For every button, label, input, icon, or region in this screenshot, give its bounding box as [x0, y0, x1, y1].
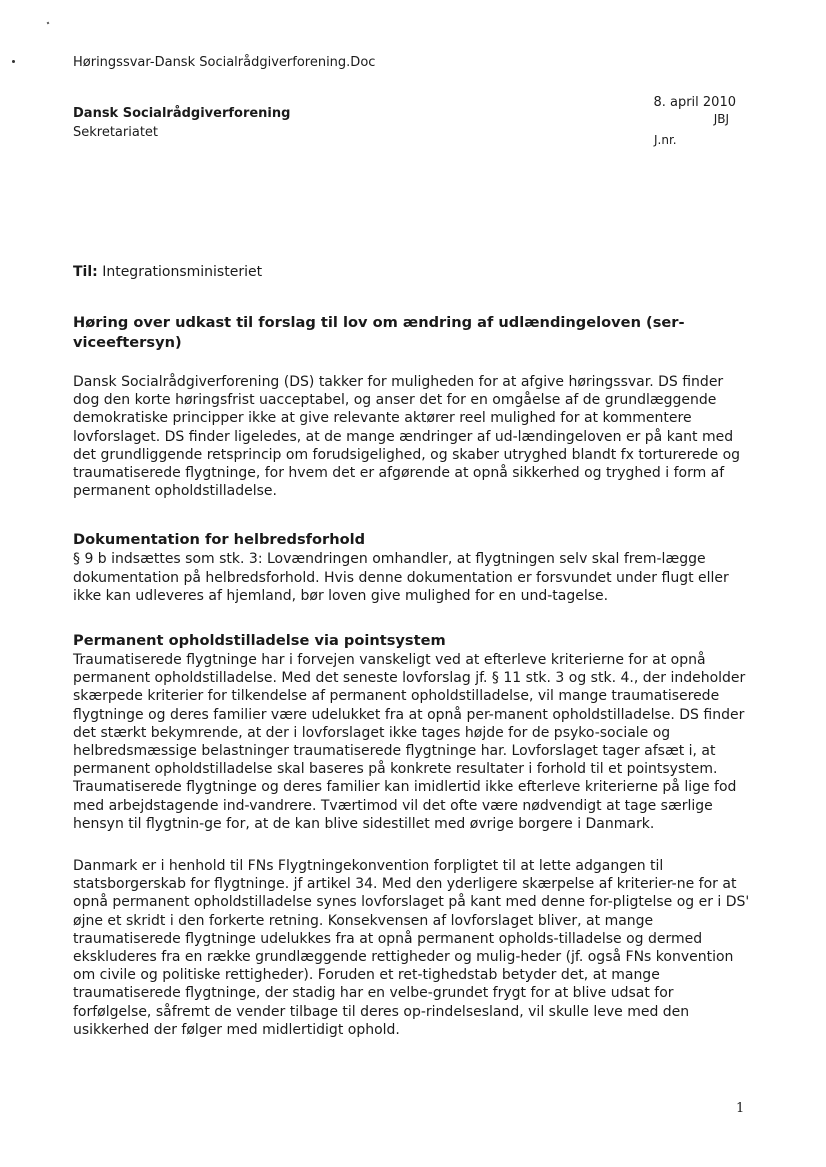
journal-number: J.nr. [654, 133, 677, 147]
section-body-points: Traumatiserede flygtninge har i forvejen vanskeligt ved at efterleve kriterierne for at opnå permanent opholdstilladelse. Med det seneste lovforslag jf. § 11 stk. 3 og stk. 4., der indeholder skærpede kriterier for tilkendelse af permanent opholdstilladelse, vil mange traumatiserede flygtninge og deres familier være udelukket fra at opnå per-manent opholdstilladelse. DS finder det stærkt bekymrende, at der i lovforslaget ikke tages højde for de psyko-sociale og helbredsmæssige belastninger traumatiserede flygtninge har. Lovforslaget tager afsæt i, at permanent opholdstilladelse skal baseres på konkrete resultater i forhold til et pointsystem. Traumatiserede flygtninge og deres familier kan imidlertid ikke efterleve kriterierne på lige fod med arbejdstagende ind-vandrere. Tværtimod vil det ofte være nødvendigt at tage særlige hensyn til flygtnin-ge for, at de kan blive sidestillet med øvrige borgere i Danmark. [73, 652, 746, 832]
intro-paragraph: Dansk Socialrådgiverforening (DS) takker for muligheden for at afgive høringssvar. DS finder dog den korte høringsfrist uacceptabel, og anser det for en omgåelse af de grundlæggende demokratiske principper ikke at give relevante aktører reel mulighed for at kommentere lovforslaget. DS finder ligeledes, at de mange ændringer af ud-lændingeloven er på kant med det grundliggende retsprincip om forudsigelighed, og skaber utryghed blandt fx torturerede og traumatiserede flygtninge, for hvem det er afgørende at opnå sikkerhed og tryghed i form af permanent opholdstilladelse. [73, 374, 741, 500]
section-heading-health: Dokumentation for helbredsforhold [73, 531, 366, 549]
author-initials: JBJ [713, 112, 729, 126]
recipient-name: Integrationsministeriet [102, 264, 263, 280]
scan-dot [12, 60, 15, 63]
section-body-convention: Danmark er i henhold til FNs Flygtningekonvention forpligtet til at lette adgangen til statsborgerskab for flygtninge. jf artikel 34. Med den yderligere skærpelse af kriterier-ne for at opnå permanent opholdstilladelse synes lovforslaget på kant med denne for-pligtelse og er i DS' øjne et skridt i den forkerte retning. Konsekvensen af lovforslaget bliver, at mange traumatiserede flygtninge udelukkes fra at opnå permanent opholds-tilladelse og dermed ekskluderes fra en række grundlæggende rettigheder og mulig-heder (jf. også FNs konvention om civile og politiske rettigheder). Foruden et ret-tighedstab betyder det, at mange traumatiserede flygtninge, der stadig har en velbe-grundet frygt for at blive udsat for forfølgelse, såfremt de vender tilbage til deres op-rindelsesland, vil skulle leve med den usikkerhed der følger med midlertidigt ophold. [73, 858, 750, 1038]
sender-organization: Dansk Socialrådgiverforening [73, 106, 291, 121]
letter-date: 8. april 2010 [653, 95, 736, 110]
recipient-line [73, 264, 262, 280]
letter-title: Høring over udkast til forslag til lov om ændring af udlændingeloven (ser-viceeftersyn) [73, 314, 685, 351]
scan-speck [47, 22, 50, 25]
recipient-label: Til: [73, 264, 98, 280]
sender-department: Sekretariatet [73, 125, 159, 140]
letter-body [73, 313, 753, 1039]
document-filename: Høringssvar-Dansk Socialrådgiverforening.Doc [73, 55, 376, 70]
section-body-health: § 9 b indsættes som stk. 3: Lovændringen omhandler, at flygtningen selv skal frem-lægge dokumentation på helbredsforhold. Hvis denne dokumentation er forsvundet under flugt eller ikke kan udleveres af hjemland, bør loven give mulighed for en und-tagelse. [73, 551, 729, 604]
page-number: 1 [736, 1101, 745, 1116]
section-heading-points: Permanent opholdstilladelse via pointsystem [73, 632, 446, 650]
